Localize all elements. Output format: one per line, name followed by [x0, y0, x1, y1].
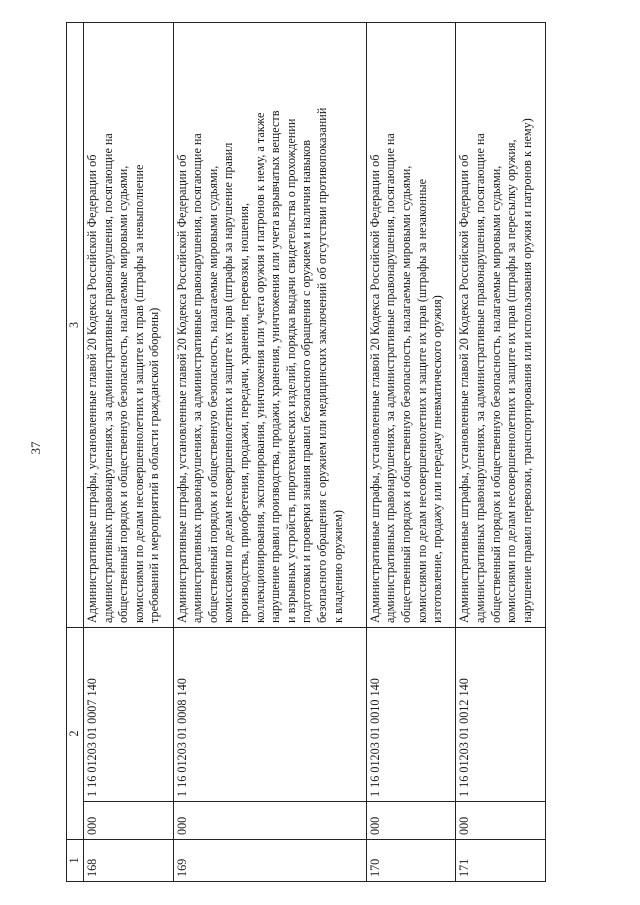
table-row [456, 23, 546, 882]
admin-code: 000 [366, 802, 456, 840]
description-line: и взрывных устройств, пиротехнических изделий, порядка выдачи свидетельства о прохождении [283, 118, 298, 623]
description-line: административных правонарушениях, за административные правонарушения, посягающие на [100, 133, 115, 623]
row-number: 168 [84, 840, 174, 882]
description-line: общественный порядок и общественную безопасность, налагаемые мировыми судьями, [116, 165, 131, 623]
description-line: подготовки и проверки знания правил безопасного обращения с оружием и наличия навыков [299, 139, 314, 623]
description-line: административных правонарушениях, за административные правонарушения, посягающие на [472, 133, 487, 623]
row-number: 170 [366, 840, 456, 882]
description-line: Административные штрафы, установленные главой 20 Кодекса Российской Федерации об [457, 154, 472, 623]
admin-code: 000 [173, 802, 366, 840]
table-header-row [67, 23, 84, 882]
description-line: нарушение правил перевозки, транспортирования или использования оружия и патронов к нему) [519, 118, 534, 623]
description-line: Административные штрафы, установленные главой 20 Кодекса Российской Федерации об [367, 154, 382, 623]
rotated-table-container [66, 22, 546, 882]
admin-code: 000 [456, 802, 546, 840]
header-col-2: 2 [67, 628, 84, 840]
table-row [84, 23, 174, 882]
description-line: общественный порядок и общественную безопасность, налагаемые мировыми судьями, [398, 165, 413, 623]
description-line: административных правонарушениях, за административные правонарушения, посягающие на [190, 133, 205, 623]
table-row [173, 23, 366, 882]
budget-classification-code: 1 16 01203 01 0012 140 [456, 628, 546, 802]
description-line: нарушение правил производства, продажи, хранения, уничтожения или учета взрывчатых веществ [268, 110, 283, 623]
budget-classification-code: 1 16 01203 01 0007 140 [84, 628, 174, 802]
budget-code-table [66, 22, 546, 882]
description-line: производства, приобретения, продажи, передачи, хранения, перевозки, ношения, [236, 203, 251, 623]
description-line: комиссиями по делам несовершеннолетних и защите их прав (штрафы за незаконные [414, 179, 429, 623]
header-col-3: 3 [67, 23, 84, 628]
description-line: административных правонарушениях, за административные правонарушения, посягающие на [383, 133, 398, 623]
description-line: общественный порядок и общественную безопасность, налагаемые мировыми судьями, [488, 165, 503, 623]
description-line: Административные штрафы, установленные главой 20 Кодекса Российской Федерации об [174, 154, 189, 623]
header-col-1: 1 [67, 840, 84, 882]
admin-code: 000 [84, 802, 174, 840]
revenue-description [84, 23, 174, 628]
description-line: изготовление, продажу или передачу пневматического оружия) [430, 295, 445, 623]
revenue-description [366, 23, 456, 628]
description-line: требований и мероприятий в области гражданской обороны) [147, 307, 162, 623]
description-line: комиссиями по делам несовершеннолетних и защите их прав (штрафы за нарушение правил [221, 142, 236, 623]
description-line: Административные штрафы, установленные главой 20 Кодекса Российской Федерации об [85, 154, 99, 623]
row-number: 169 [173, 840, 366, 882]
page-number: 37 [28, 441, 43, 455]
revenue-description [173, 23, 366, 628]
description-line: к владению оружием) [330, 510, 345, 623]
table-body [84, 23, 546, 882]
budget-classification-code: 1 16 01203 01 0008 140 [173, 628, 366, 802]
row-number: 171 [456, 840, 546, 882]
description-line: комиссиями по делам несовершеннолетних и защите их прав (штрафы за невыполнение [131, 164, 146, 623]
description-line: коллекционирования, экспонирования, уничтожения или учета оружия и патронов к нему, а также [252, 112, 267, 623]
revenue-description [456, 23, 546, 628]
description-line: комиссиями по делам несовершеннолетних и защите их прав (штрафы за пересылку оружия, [504, 139, 519, 623]
budget-classification-code: 1 16 01203 01 0010 140 [366, 628, 456, 802]
description-line: безопасного обращения с оружием или медицинских заключений об отсутствии противопоказаний [314, 107, 329, 623]
description-line: общественный порядок и общественную безопасность, налагаемые мировыми судьями, [205, 165, 220, 623]
table-row [366, 23, 456, 882]
